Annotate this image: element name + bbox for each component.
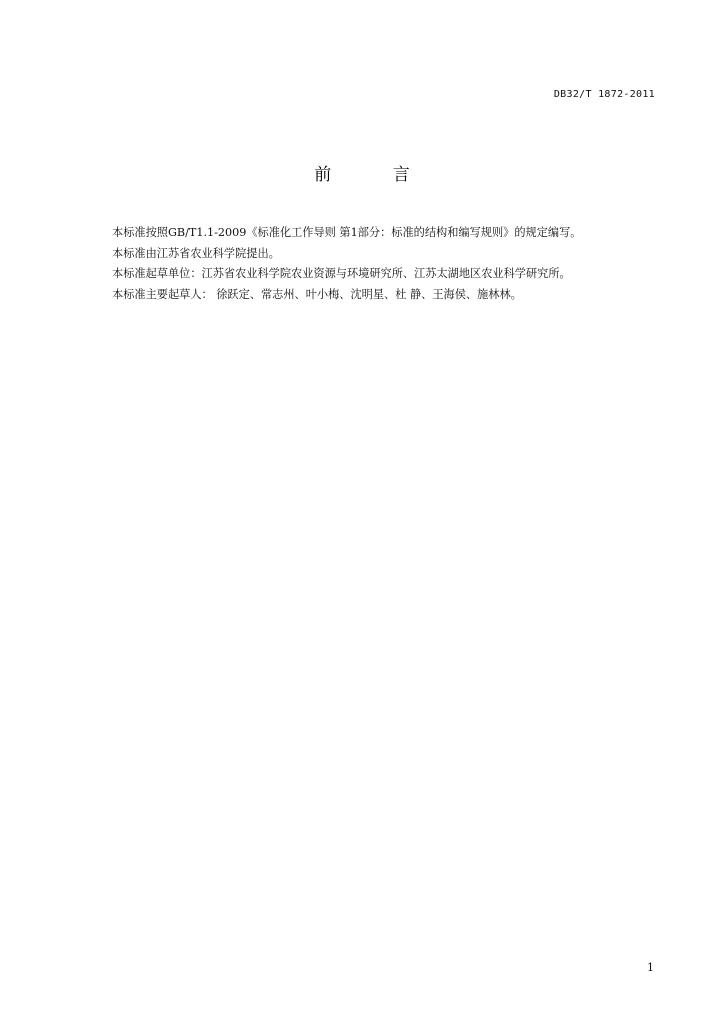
- paragraph-drafting-units: 本标准起草单位：江苏省农业科学院农业资源与环境研究所、江苏太湖地区农业科学研究所。: [112, 267, 571, 280]
- foreword-body: [112, 223, 672, 305]
- paragraph-drafting-rules: 本标准按照GB/T1.1-2009《标准化工作导则 第1部分：标准的结构和编写规则》的规定编写。: [112, 226, 582, 239]
- paragraph-drafters: 本标准主要起草人： 徐跃定、常志州、叶小梅、沈明星、杜 静、王海侯、施林林。: [112, 287, 522, 301]
- paragraph-proposer: 本标准由江苏省农业科学院提出。: [112, 246, 280, 260]
- section-title: 前 言: [314, 165, 438, 185]
- document-code: DB32/T 1872-2011: [553, 89, 655, 100]
- page-number: 1: [647, 961, 654, 974]
